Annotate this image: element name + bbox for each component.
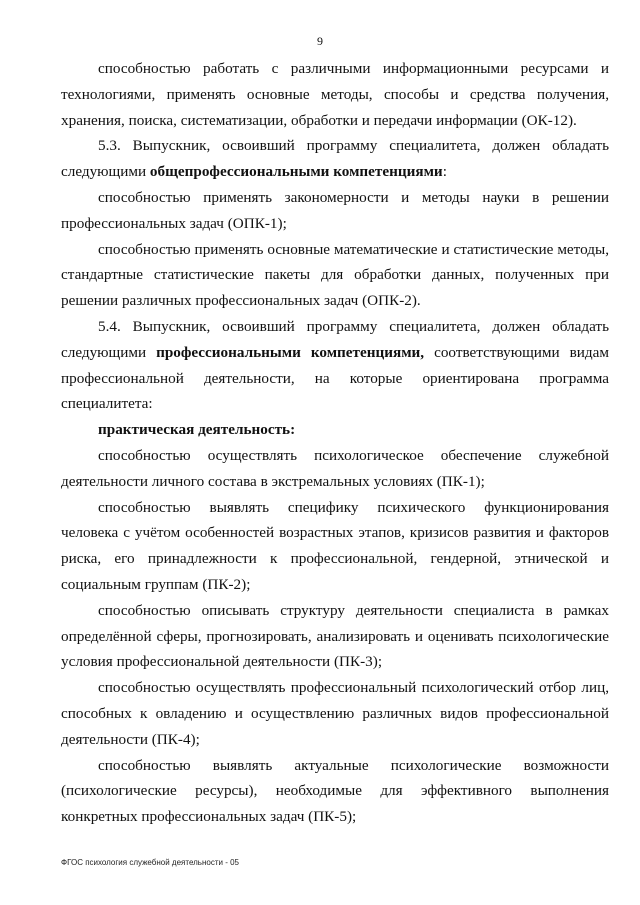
paragraph-pk1: способностью осуществлять психологическое обеспечение служебной деятельности личного состава в экстремальных условиях (ПК-1); [61, 446, 609, 490]
paragraph-text: 5.4. Выпускник, освоивший программу специалитета, должен обладать следующими [61, 317, 609, 361]
paragraph-5-4 [61, 314, 609, 417]
page-number: 9 [317, 34, 323, 48]
emphasis-professional-competencies: профессиональными компетенциями, [156, 343, 425, 361]
paragraph-pk3: способностью описывать структуру деятельности специалиста в рамках определённой сферы, прогнозировать, анализировать и оценивать психологические условия профессиональной деятельности (ПК-3); [61, 601, 609, 671]
paragraph-opk1: способностью применять закономерности и методы науки в решении профессиональных задач (ОПК-1); [61, 188, 609, 232]
paragraph-text: 5.3. Выпускник, освоивший программу специалитета, должен обладать следующими [61, 137, 609, 181]
paragraph-5-3 [61, 133, 609, 185]
paragraph-opk2: способностью применять основные математические и статистические методы, стандартные статистические пакеты для обработки данных, полученных при решении различных профессиональных задач (ОПК-2). [61, 240, 609, 310]
paragraph-text: соответствующими видам профессиональной деятельности, на которые ориентирована программа специалитета: [61, 343, 609, 413]
page-footer: ФГОС психология служебной деятельности - 05 [61, 858, 239, 867]
subheading-practical-activity [61, 417, 609, 443]
paragraph-text: : [442, 163, 447, 181]
subheading-text: практическая деятельность: [98, 421, 296, 439]
paragraph-pk4: способностью осуществлять профессиональный психологический отбор лиц, способных к овладению и осуществлению различных видов профессиональной деятельности (ПК-4); [61, 679, 609, 748]
paragraph-pk2: способностью выявлять специфику психического функционирования человека с учётом особенностей возрастных этапов, кризисов развития и факторов риска, его принадлежности к профессиональной, гендерной, этнической и социальным группам (ПК-2); [61, 498, 609, 593]
emphasis-general-competencies: общепрофессиональными компетенциями [149, 163, 443, 181]
paragraph-ok12: способностью работать с различными информационными ресурсами и технологиями, применять основные методы, способы и средства получения, хранения, поиска, систематизации, обработки и передачи информации (ОК-12). [61, 60, 609, 129]
paragraph-pk5: способностью выявлять актуальные психологические возможности (психологические ресурсы), необходимые для эффективного выполнения конкретных профессиональных задач (ПК-5); [61, 756, 609, 826]
document-body [61, 56, 609, 830]
